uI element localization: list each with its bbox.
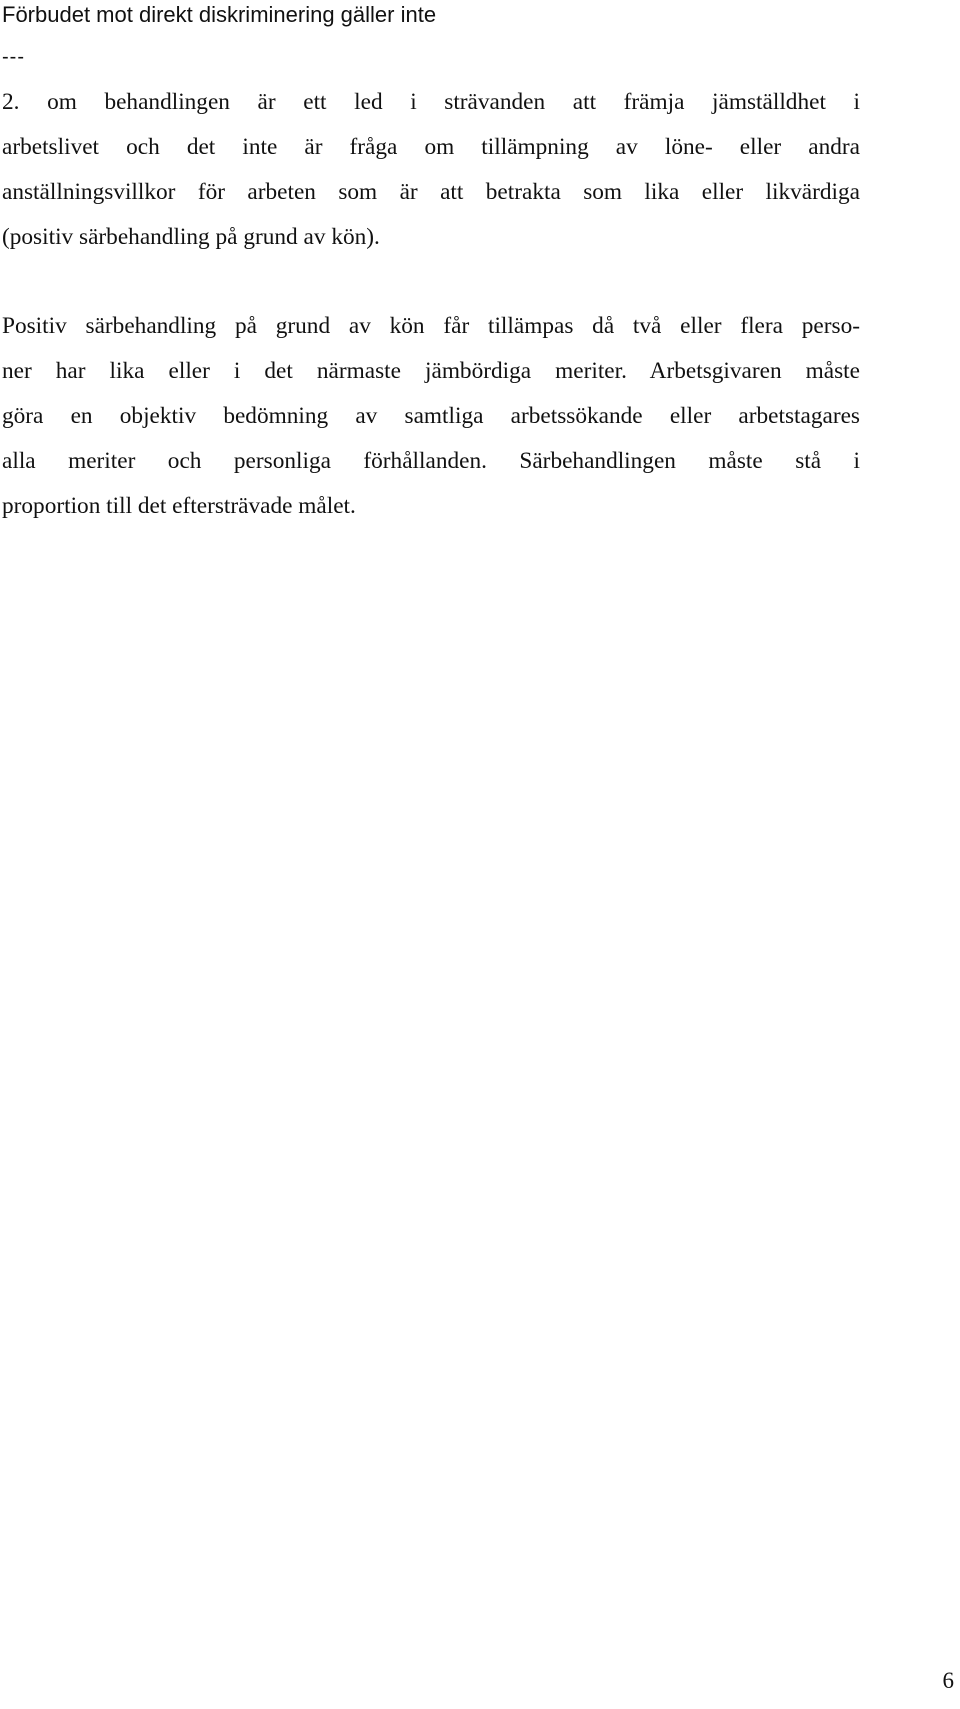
paragraph-line: arbetslivet och det inte är fråga om tillämpning av löne- eller andra — [2, 134, 860, 160]
paragraph-line: göra en objektiv bedömning av samtliga arbetssökande eller arbetstagares — [2, 403, 860, 429]
paragraph-line: anställningsvillkor för arbeten som är att betrakta som lika eller likvärdiga — [2, 179, 860, 205]
section-heading: Förbudet mot direkt diskriminering gäller inte — [2, 2, 437, 27]
page-number: 6 — [942, 1668, 954, 1693]
paragraph-line: alla meriter och personliga förhållanden. Särbehandlingen måste stå i — [2, 448, 860, 474]
paragraph-line: ner har lika eller i det närmaste jämbördiga meriter. Arbetsgivaren måste — [2, 358, 860, 384]
paragraph-line: (positiv särbehandling på grund av kön). — [2, 224, 380, 250]
paragraph-line: 2. om behandlingen är ett led i strävanden att främja jämställdhet i — [2, 89, 860, 115]
separator-dashes: --- — [2, 46, 25, 68]
paragraph-line: proportion till det eftersträvade målet. — [2, 493, 356, 519]
paragraph-line: Positiv särbehandling på grund av kön får tillämpas då två eller flera perso- — [2, 313, 860, 339]
